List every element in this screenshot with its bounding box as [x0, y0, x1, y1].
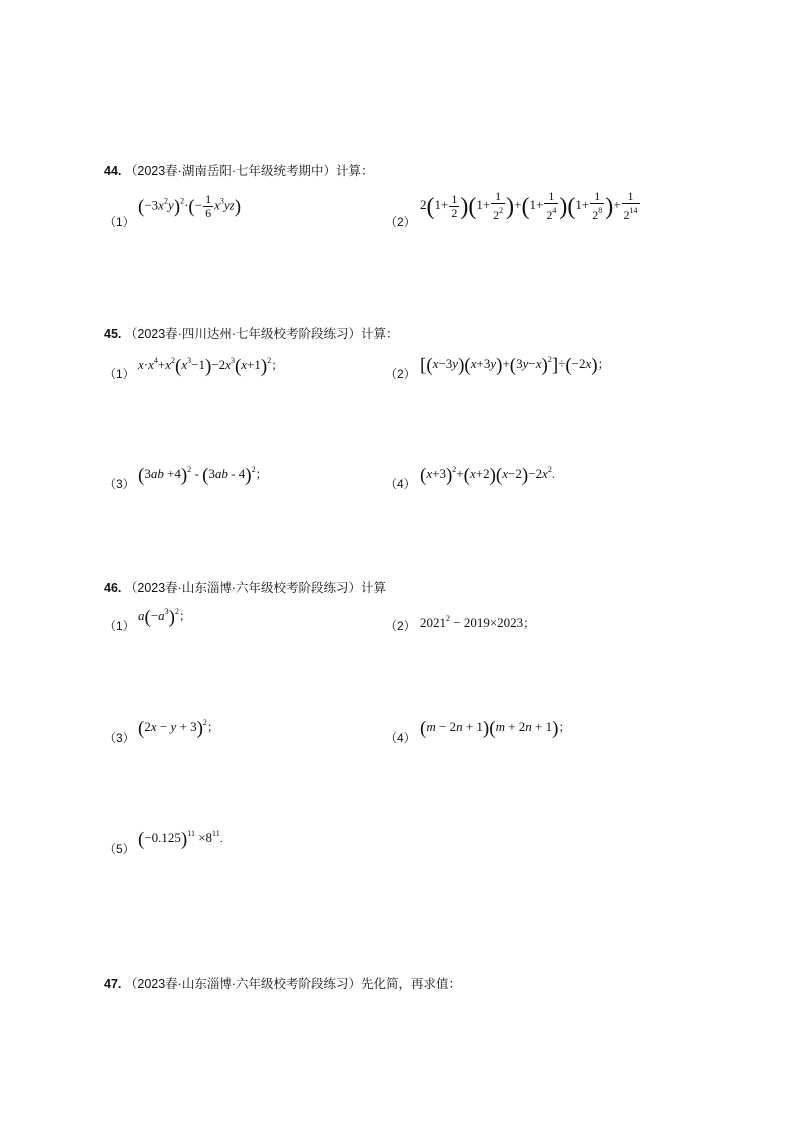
- item-label: （1）: [104, 619, 135, 633]
- question-45-header: [104, 324, 399, 342]
- expression-45-2: $[(x-3y)(x+3y)+(3y-x)^2]\div(-2x)$；: [420, 355, 610, 376]
- question-44-header: [104, 161, 374, 179]
- question-source: （2023春·山东淄博·六年级校考阶段练习）计算: [124, 581, 387, 595]
- item-end: ；: [523, 616, 536, 630]
- expression-46-5: $(-0.125)^{11} \times 8^{11}$.: [138, 829, 223, 850]
- item-label: （1）: [104, 367, 135, 381]
- question-number: 45.: [104, 327, 122, 341]
- question-47-header: [104, 974, 461, 992]
- expression-44-1: $(-3x^2y)^2\cdot(-$ $\frac{1}{6}$ $x^3yz$): [138, 192, 242, 220]
- expression-44-2: 2(1+ $\frac{1}{2}$ )(1+ $\frac{1}{2^2}$ )+(1+ $\frac{1}{2^4}$ )(1+ $\frac{1}{2^8}$ )+ $\frac{1}{2^{14}}$: [420, 189, 638, 222]
- item-end: ；: [558, 720, 571, 734]
- expression-46-3: $(2x - y + 3)^2$；: [138, 718, 219, 739]
- question-number: 47.: [104, 977, 122, 991]
- question-number: 44.: [104, 164, 122, 178]
- item-label: （3）: [104, 731, 135, 745]
- item-label: （5）: [104, 842, 135, 856]
- item-end: .: [219, 831, 223, 845]
- question-number: 46.: [104, 581, 122, 595]
- item-label: （2）: [385, 367, 416, 381]
- item-label: （2）: [385, 619, 416, 633]
- item-label: （3）: [104, 477, 135, 491]
- item-end: ；: [179, 609, 192, 623]
- question-source: （2023春·四川达州·七年级校考阶段练习）计算：: [124, 327, 399, 341]
- question-46-header: [104, 578, 386, 596]
- question-source: （2023春·山东淄博·六年级校考阶段练习）先化简，再求值：: [124, 977, 462, 991]
- expression-46-1: $a(-a^3)^2$；: [138, 607, 192, 628]
- item-label: （4）: [385, 731, 416, 745]
- item-end: ；: [597, 357, 610, 371]
- item-label: （4）: [385, 477, 416, 491]
- item-label: （2）: [385, 215, 416, 229]
- expression-45-1: $x\cdot x^4+x^2(x^3-1)-2x^3(x+1)^2$；: [138, 356, 284, 377]
- item-end: ；: [255, 467, 268, 481]
- item-label: （1）: [104, 215, 135, 229]
- question-source: （2023春·湖南岳阳·七年级统考期中）计算：: [124, 164, 374, 178]
- expression-46-4: (m − 2n + 1)(m + 2n + 1)；: [420, 718, 571, 739]
- item-end: ；: [271, 358, 284, 372]
- item-end: ；: [206, 720, 219, 734]
- expression-46-2: $2021^2 - 2019\times 2023$；: [420, 614, 536, 630]
- expression-45-4: $(x+3)^2+(x+2)(x-2)-2x^2$.: [420, 465, 555, 486]
- item-end: .: [551, 467, 555, 481]
- expression-45-3: $(3ab +4)^2 - (3ab - 4)^2$；: [138, 465, 268, 486]
